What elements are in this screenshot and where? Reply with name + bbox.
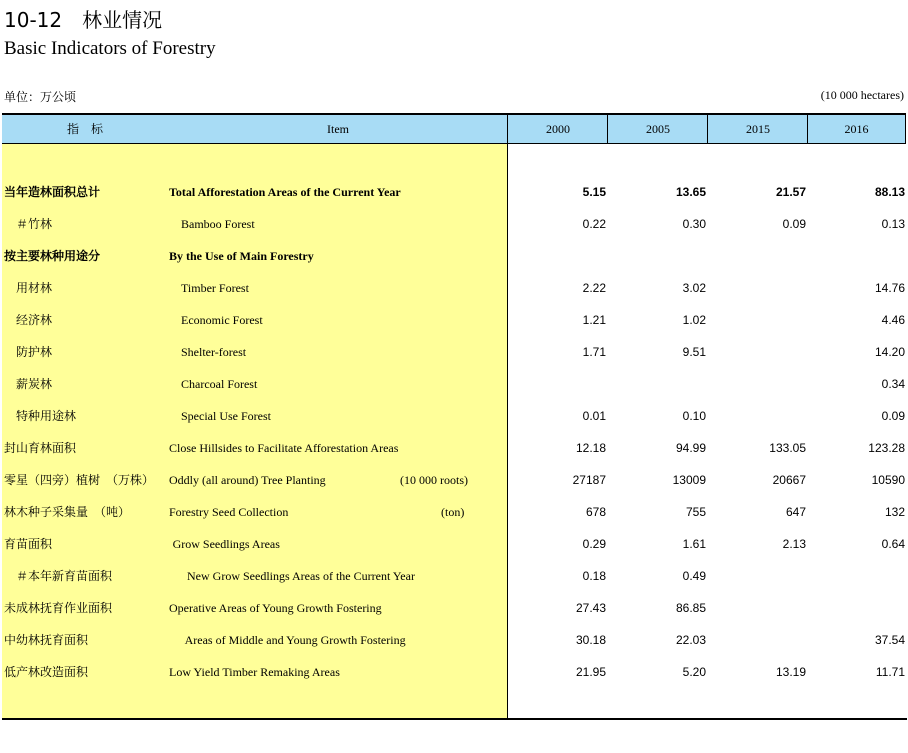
page-title-cn: 10-12 林业情况 xyxy=(4,8,163,32)
cell-value: 0.18 xyxy=(582,569,606,583)
cell-value: 21.57 xyxy=(775,185,806,199)
table-row xyxy=(0,432,908,464)
unit-label-en: (10 000 hectares) xyxy=(820,88,904,102)
row-label-en: New Grow Seedlings Areas of the Current Year xyxy=(187,569,415,583)
cell-value: 0.22 xyxy=(582,217,606,231)
cell-value: 3.02 xyxy=(682,281,706,295)
table-row xyxy=(0,528,908,560)
row-label-en: Oddly (all around) Tree Planting xyxy=(169,473,326,487)
row-label-en: Forestry Seed Collection xyxy=(169,505,289,519)
cell-value: 0.09 xyxy=(782,217,806,231)
row-label-en: Charcoal Forest xyxy=(181,377,258,391)
table-row xyxy=(0,464,908,496)
table-row xyxy=(0,304,908,336)
cell-value: 647 xyxy=(785,505,806,519)
row-unit: (10 000 roots) xyxy=(400,473,468,487)
row-label-cn: ＃竹林 xyxy=(16,217,53,231)
table-row xyxy=(0,176,908,208)
header-year-2015: 2015 xyxy=(746,122,770,136)
cell-value: 0.10 xyxy=(682,409,706,423)
row-label-en: Timber Forest xyxy=(181,281,249,295)
row-unit: (ton) xyxy=(441,505,465,519)
row-label-en: Bamboo Forest xyxy=(181,217,255,231)
cell-value: 2.13 xyxy=(782,537,806,551)
cell-value: 94.99 xyxy=(675,441,706,455)
header-divider xyxy=(707,113,708,144)
row-label-cn: 防护林 xyxy=(16,345,53,359)
row-label-cn: 薪炭林 xyxy=(16,377,53,391)
cell-value: 1.02 xyxy=(682,313,706,327)
table-row xyxy=(0,496,908,528)
cell-value: 5.15 xyxy=(582,185,606,199)
row-label-en: Special Use Forest xyxy=(181,409,271,423)
cell-value: 0.09 xyxy=(881,409,905,423)
cell-value: 21.95 xyxy=(575,665,606,679)
table-bottom-rule xyxy=(2,718,907,720)
table-row xyxy=(0,272,908,304)
cell-value: 10590 xyxy=(871,473,905,487)
row-label-cn: 育苗面积 xyxy=(4,537,53,551)
row-label-cn: 按主要林种用途分 xyxy=(4,249,101,263)
row-label-en: Areas of Middle and Young Growth Fostering xyxy=(184,633,406,647)
table-row xyxy=(0,368,908,400)
table-row xyxy=(0,400,908,432)
page-title-en: Basic Indicators of Forestry xyxy=(4,38,216,59)
cell-value: 678 xyxy=(585,505,606,519)
cell-value: 133.05 xyxy=(769,441,806,455)
row-label-cn: 封山育林面积 xyxy=(4,441,77,455)
table-row xyxy=(0,560,908,592)
cell-value: 0.01 xyxy=(582,409,606,423)
cell-value: 0.30 xyxy=(682,217,706,231)
header-divider xyxy=(905,113,906,144)
row-label-en: By the Use of Main Forestry xyxy=(169,249,314,263)
cell-value: 13.65 xyxy=(675,185,706,199)
cell-value: 22.03 xyxy=(675,633,706,647)
row-label-cn: 经济林 xyxy=(16,313,53,327)
cell-value: 37.54 xyxy=(874,633,905,647)
row-label-en: Grow Seedlings Areas xyxy=(172,537,280,551)
cell-value: 0.34 xyxy=(881,377,905,391)
cell-value: 132 xyxy=(884,505,905,519)
cell-value: 86.85 xyxy=(675,601,706,615)
cell-value: 0.49 xyxy=(682,569,706,583)
table-row xyxy=(0,592,908,624)
header-divider xyxy=(807,113,808,144)
row-label-cn: 未成林抚育作业面积 xyxy=(4,601,113,615)
unit-label-cn: 单位：万公顷 xyxy=(4,90,77,104)
cell-value: 27187 xyxy=(572,473,606,487)
row-label-cn: 零星（四旁）植树 （万株） xyxy=(4,473,155,487)
row-label-en: Economic Forest xyxy=(181,313,263,327)
cell-value: 1.61 xyxy=(682,537,706,551)
cell-value: 1.21 xyxy=(582,313,606,327)
cell-value: 13009 xyxy=(672,473,706,487)
cell-value: 14.20 xyxy=(874,345,905,359)
row-label-en: Low Yield Timber Remaking Areas xyxy=(169,665,340,679)
cell-value: 27.43 xyxy=(575,601,606,615)
header-year-2016: 2016 xyxy=(844,122,869,136)
header-divider xyxy=(607,113,608,144)
row-label-en: Operative Areas of Young Growth Fostering xyxy=(169,601,382,615)
cell-value: 30.18 xyxy=(575,633,606,647)
row-label-cn: 林木种子采集量 （吨） xyxy=(4,505,131,519)
table-row xyxy=(0,624,908,656)
cell-value: 0.29 xyxy=(582,537,606,551)
row-label-en: Shelter-forest xyxy=(181,345,247,359)
cell-value: 12.18 xyxy=(575,441,606,455)
row-label-cn: 用材林 xyxy=(16,281,53,295)
table-row xyxy=(0,656,908,688)
cell-value: 9.51 xyxy=(682,345,706,359)
row-label-en: Total Afforestation Areas of the Current Year xyxy=(169,185,401,199)
cell-value: 0.13 xyxy=(881,217,905,231)
table-row xyxy=(0,240,908,272)
cell-value: 20667 xyxy=(772,473,806,487)
row-label-cn: 低产林改造面积 xyxy=(4,665,89,679)
table-row xyxy=(0,336,908,368)
cell-value: 13.19 xyxy=(775,665,806,679)
cell-value: 5.20 xyxy=(682,665,706,679)
cell-value: 123.28 xyxy=(868,441,905,455)
row-label-cn: 特种用途林 xyxy=(16,409,77,423)
cell-value: 755 xyxy=(685,505,706,519)
table-row xyxy=(0,208,908,240)
header-year-2005: 2005 xyxy=(646,122,670,136)
table-header xyxy=(2,113,905,144)
cell-value: 2.22 xyxy=(582,281,606,295)
cell-value: 11.71 xyxy=(875,665,905,679)
cell-value: 88.13 xyxy=(874,185,905,199)
row-label-cn: ＃本年新育苗面积 xyxy=(16,569,113,583)
header-indicator-cn: 指 标 xyxy=(66,122,103,136)
header-year-2000: 2000 xyxy=(546,122,570,136)
header-item: Item xyxy=(327,122,349,136)
row-label-cn: 中幼林抚育面积 xyxy=(4,633,89,647)
row-label-cn: 当年造林面积总计 xyxy=(4,185,101,199)
cell-value: 4.46 xyxy=(881,313,905,327)
cell-value: 14.76 xyxy=(874,281,905,295)
row-label-en: Close Hillsides to Facilitate Afforestation Areas xyxy=(169,441,399,455)
cell-value: 0.64 xyxy=(881,537,905,551)
cell-value: 1.71 xyxy=(582,345,606,359)
